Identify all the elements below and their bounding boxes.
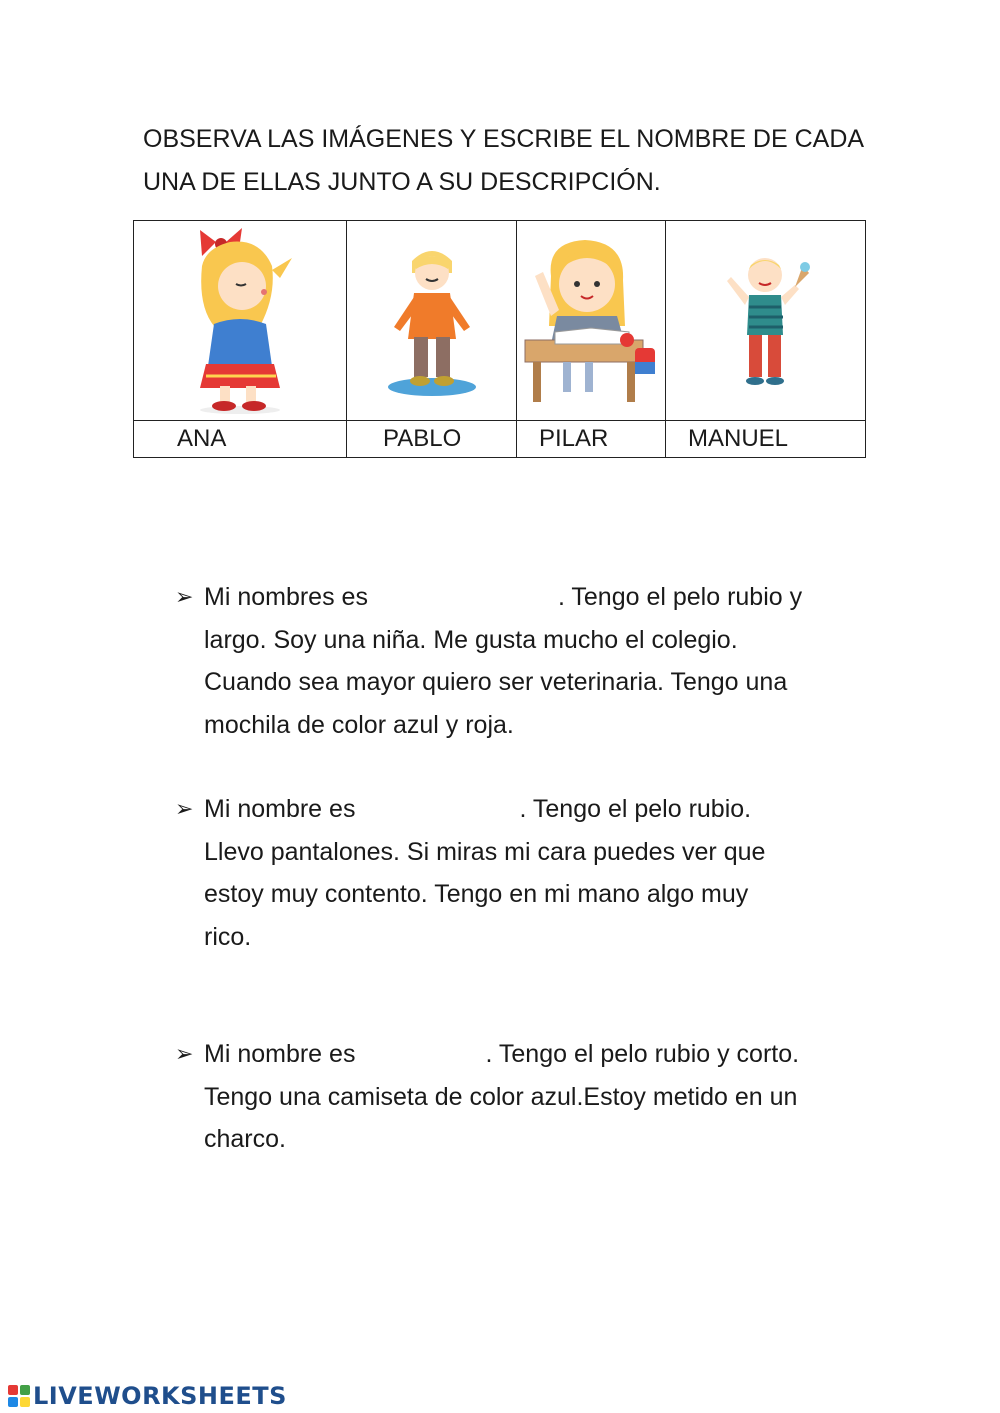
arrow-bullet-icon: ➢: [175, 796, 194, 821]
name-cell-ana: ANA: [134, 421, 347, 458]
description-3: [175, 1033, 875, 1161]
name-cell-manuel: MANUEL: [666, 421, 866, 458]
description-1-line-1: [204, 576, 875, 619]
description-1-line-3: Cuando sea mayor quiero ser veterinaria. Tengo una: [204, 668, 788, 696]
boy-in-puddle-illustration: [382, 241, 482, 401]
instructions-line-1: OBSERVA LAS IMÁGENES Y ESCRIBE EL NOMBRE DE CADA: [143, 125, 865, 153]
arrow-bullet-icon: ➢: [175, 1041, 194, 1066]
picture-cell-pablo: [347, 221, 517, 421]
description-1: [175, 576, 875, 746]
description-3-line-1: [204, 1033, 875, 1076]
description-2-rest: . Tengo el pelo rubio.: [519, 795, 752, 823]
description-2-line-2: Llevo pantalones. Si miras mi cara puedes ver que: [204, 837, 766, 866]
description-1-line-4: mochila de color azul y roja.: [204, 710, 514, 739]
description-1-lead: Mi nombres es: [204, 583, 368, 611]
name-cell-pilar: PILAR: [517, 421, 666, 458]
liveworksheets-wordmark: LIVEWORKSHEETS: [33, 1382, 287, 1410]
arrow-bullet-icon: ➢: [175, 584, 194, 609]
description-3-line-2: Tengo una camiseta de color azul.Estoy metido en un: [204, 1082, 798, 1111]
instructions-line-2: UNA DE ELLAS JUNTO A SU DESCRIPCIÓN.: [143, 168, 661, 196]
description-1-rest: . Tengo el pelo rubio y: [557, 583, 803, 611]
description-1-line-2: largo. Soy una niña. Me gusta mucho el colegio.: [204, 625, 738, 654]
instructions: [143, 118, 883, 204]
description-3-rest: . Tengo el pelo rubio y corto.: [485, 1040, 800, 1068]
description-2-line-3: estoy muy contento. Tengo en mi mano algo muy: [204, 880, 749, 908]
picture-cell-ana: [134, 221, 347, 421]
description-2: [175, 788, 875, 958]
description-3-line-3: charco.: [204, 1125, 286, 1153]
girl-with-bow-illustration: [180, 226, 300, 416]
girl-at-desk-illustration: [521, 236, 661, 406]
boy-with-icecream-illustration: [721, 251, 811, 391]
description-2-lead: Mi nombre es: [204, 795, 356, 823]
picture-cell-pilar: [517, 221, 666, 421]
picture-cell-manuel: [666, 221, 866, 421]
name-cell-pablo: PABLO: [347, 421, 517, 458]
liveworksheets-blocks-icon: [8, 1385, 30, 1407]
liveworksheets-logo[interactable]: [8, 1381, 287, 1411]
description-3-lead: Mi nombre es: [204, 1040, 356, 1068]
children-table: [133, 220, 866, 458]
description-2-line-1: [204, 788, 875, 831]
description-2-line-4: rico.: [204, 922, 252, 951]
